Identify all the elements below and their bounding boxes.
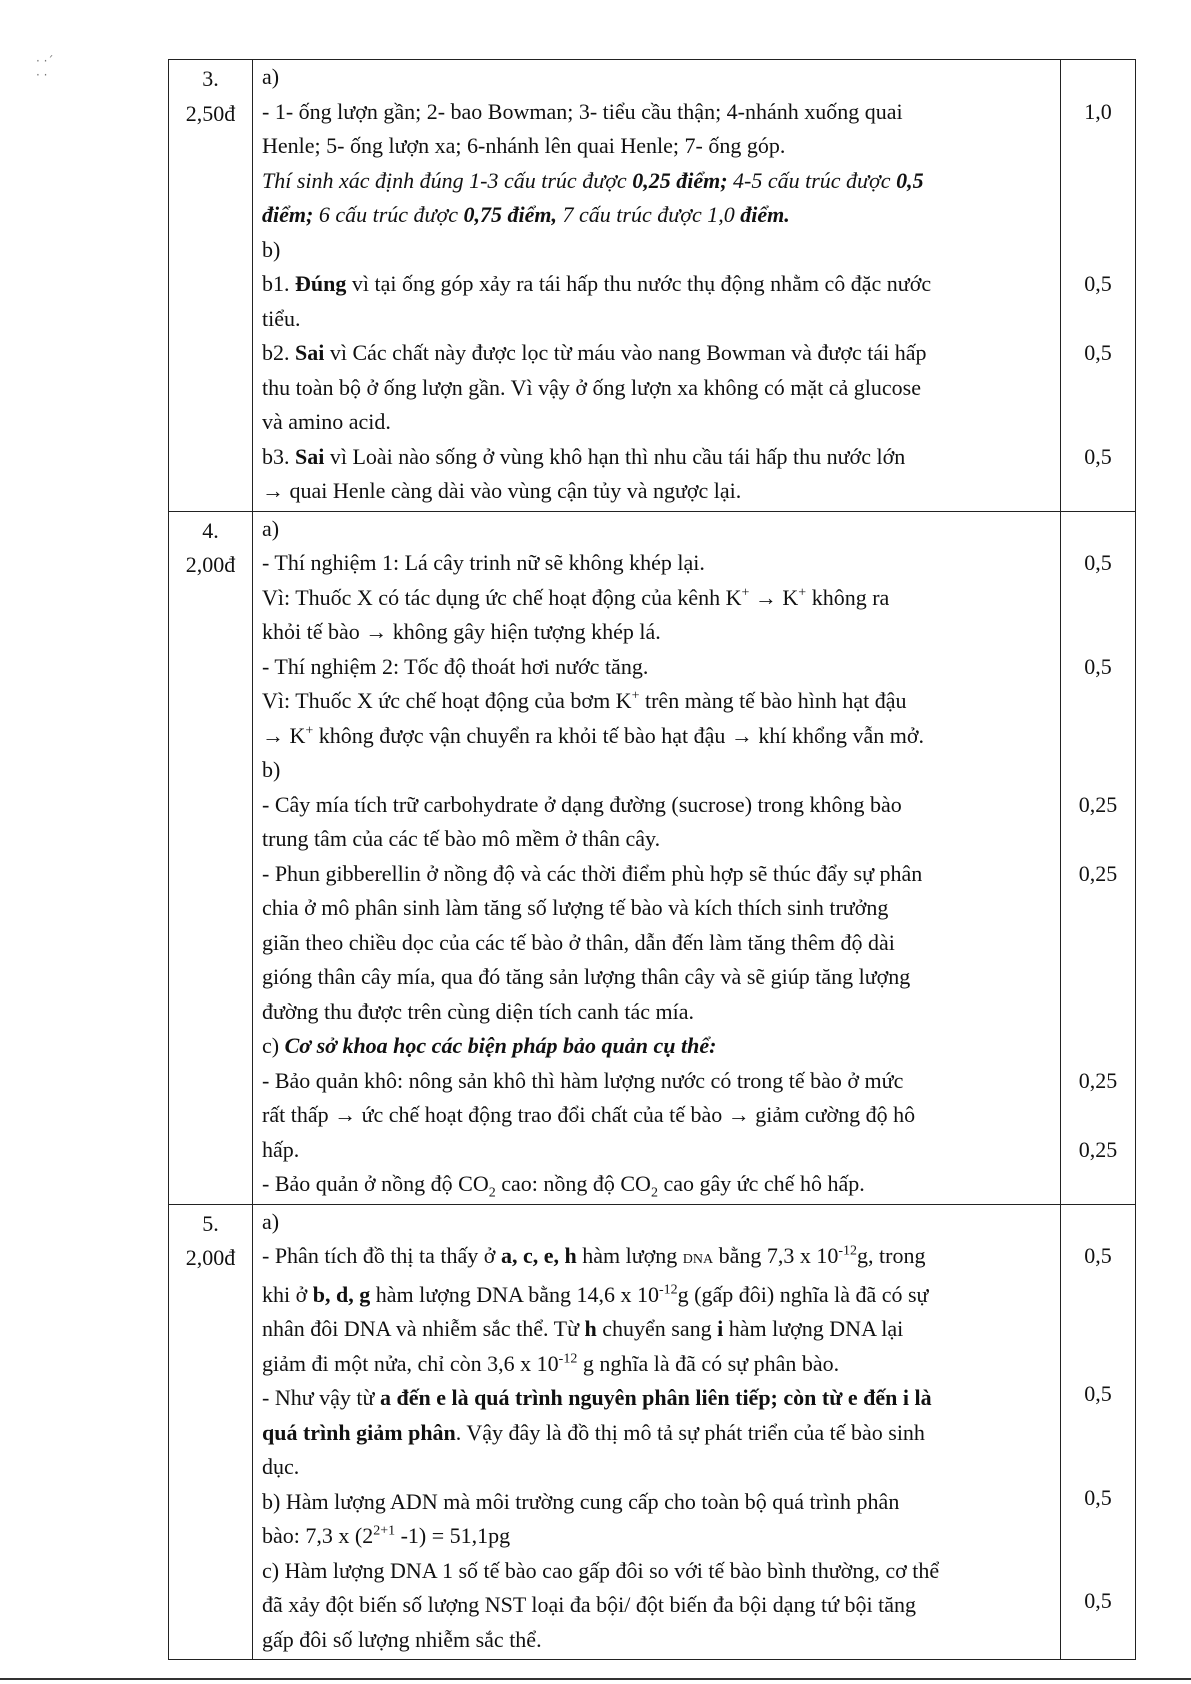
question-row bbox=[169, 60, 1136, 512]
score-value: 0,5 bbox=[1084, 1484, 1112, 1510]
answer-line: Henle; 5- ống lượn xa; 6-nhánh lên quai Henle; 7- ống góp. bbox=[262, 133, 786, 158]
score-value: 0,5 bbox=[1084, 443, 1112, 469]
score-value: 0,5 bbox=[1084, 1588, 1112, 1613]
answer-line: - Như vậy từ a đến e là quá trình nguyên phân liên tiếp; còn từ e đến i là bbox=[262, 1385, 932, 1410]
question-label-cell bbox=[169, 1204, 253, 1660]
score-value: 0,5 bbox=[1084, 271, 1112, 296]
answer-line: - Bảo quản khô: nông sản khô thì hàm lượng nước có trong tế bào ở mức bbox=[262, 1067, 904, 1093]
question-label-cell bbox=[169, 511, 253, 1204]
answer-line: - Thí nghiệm 1: Lá cây trinh nữ sẽ không khép lại. bbox=[262, 550, 705, 575]
question-row bbox=[169, 511, 1136, 1204]
answer-line: khỏi tế bào → không gây hiện tượng khép lá. bbox=[262, 619, 661, 644]
answer-content-cell bbox=[253, 511, 1061, 1204]
question-number: 4. bbox=[202, 517, 219, 543]
score-value: 1,0 bbox=[1084, 98, 1112, 124]
answer-line: - Bảo quản ở nồng độ $CO_2$ cao: nồng độ $CO_2$ cao gây ức chế hô hấp. bbox=[262, 1171, 865, 1201]
answer-line: → K+ không được vận chuyển ra khỏi tế bào hạt đậu → khí khổng vẫn mở. bbox=[262, 722, 925, 748]
answer-content-cell bbox=[253, 1204, 1061, 1660]
answer-line: đường thu được trên cùng diện tích canh tác mía. bbox=[262, 998, 694, 1024]
score-value: 0,5 bbox=[1084, 1381, 1112, 1406]
answer-line: giãn theo chiều dọc của các tế bào ở thân, dẫn đến làm tăng thêm độ dài bbox=[262, 929, 895, 955]
answer-line: → quai Henle càng dài vào vùng cận tủy và ngược lại. bbox=[262, 478, 742, 503]
scan-specks: · ·´ · · bbox=[36, 54, 54, 82]
answer-line: đã xảy đột biến số lượng NST loại đa bội/ đột biến đa bội dạng tứ bội tăng bbox=[262, 1592, 917, 1617]
answer-line: a) bbox=[262, 1208, 280, 1234]
answer-line: gấp đôi số lượng nhiễm sắc thể. bbox=[262, 1626, 542, 1652]
score-value: 0,5 bbox=[1084, 1243, 1112, 1268]
answer-line: - Phun gibberellin ở nồng độ và các thời điểm phù hợp sẽ thúc đẩy sự phân bbox=[262, 860, 923, 886]
answer-line: điểm; 6 cấu trúc được 0,75 điểm, 7 cấu trúc được 1,0 điểm. bbox=[262, 202, 790, 227]
answer-line: chia ở mô phân sinh làm tăng số lượng tế bào và kích thích sinh trưởng bbox=[262, 895, 889, 920]
answer-line: b) Hàm lượng ADN mà môi trường cung cấp cho toàn bộ quá trình phân bbox=[262, 1488, 900, 1514]
score-cell bbox=[1061, 511, 1136, 1204]
score-value: 0,25 bbox=[1078, 860, 1118, 886]
question-points: 2,00đ bbox=[185, 552, 236, 577]
answer-line: quá trình giảm phân. Vậy đây là đồ thị mô tả sự phát triển của tế bào sinh bbox=[262, 1419, 925, 1445]
answer-line: tiểu. bbox=[262, 305, 301, 331]
answer-line: a) bbox=[262, 64, 280, 89]
answer-line: b) bbox=[262, 236, 281, 262]
answer-line: c) Cơ sở khoa học các biện pháp bảo quản cụ thể: bbox=[262, 1033, 717, 1058]
question-number: 3. bbox=[202, 66, 219, 91]
score-value: 0,5 bbox=[1084, 653, 1112, 679]
score-value: 0,5 bbox=[1084, 340, 1112, 365]
answer-line: b1. Đúng vì tại ống góp xảy ra tái hấp thu nước thụ động nhằm cô đặc nước bbox=[262, 271, 932, 296]
score-value: 0,5 bbox=[1084, 550, 1112, 575]
question-label-cell bbox=[169, 60, 253, 512]
answer-line: Vì: Thuốc X có tác dụng ức chế hoạt động của kênh K+ → K+ không ra bbox=[262, 584, 890, 610]
score-cell bbox=[1061, 1204, 1136, 1660]
question-points: 2,50đ bbox=[185, 100, 236, 126]
question-row bbox=[169, 1204, 1136, 1660]
answer-line: hấp. bbox=[262, 1136, 300, 1162]
answer-line: Thí sinh xác định đúng 1-3 cấu trúc được 0,25 điểm; 4-5 cấu trúc được 0,5 bbox=[262, 167, 924, 193]
answer-line: giảm đi một nửa, chỉ còn 3,6 x $10^{-12}$ g nghĩa là đã có sự phân bào. bbox=[262, 1350, 840, 1376]
score-cell bbox=[1061, 60, 1136, 512]
answer-line: dục. bbox=[262, 1454, 300, 1479]
answer-line: - 1- ống lượn gần; 2- bao Bowman; 3- tiểu cầu thận; 4-nhánh xuống quai bbox=[262, 98, 903, 124]
score-value: 0,25 bbox=[1078, 1067, 1118, 1093]
answer-content-cell bbox=[253, 60, 1061, 512]
answer-line: - Thí nghiệm 2: Tốc độ thoát hơi nước tăng. bbox=[262, 653, 649, 679]
answer-line: - Phân tích đồ thị ta thấy ở a, c, e, h hàm lượng DNA bằng 7,3 x $10^{-12}g$, trong bbox=[262, 1243, 926, 1268]
answer-line: nhân đôi DNA và nhiễm sắc thể. Từ h chuyển sang i hàm lượng DNA lại bbox=[262, 1316, 904, 1341]
answer-line: a) bbox=[262, 515, 280, 541]
answer-line: khi ở b, d, g hàm lượng DNA bằng 14,6 x $10^{-12}g$ (gấp đôi) nghĩa là đã có sự bbox=[262, 1281, 929, 1307]
answer-line: - Cây mía tích trữ carbohydrate ở dạng đường (sucrose) trong không bào bbox=[262, 791, 902, 817]
score-value: 0,25 bbox=[1078, 1136, 1118, 1162]
score-value: 0,25 bbox=[1078, 791, 1118, 817]
answer-line: trung tâm của các tế bào mô mềm ở thân cây. bbox=[262, 826, 661, 851]
answer-line: b2. Sai vì Các chất này được lọc từ máu vào nang Bowman và được tái hấp bbox=[262, 340, 927, 365]
page-bottom-border bbox=[0, 1678, 1191, 1680]
answer-line: thu toàn bộ ở ống lượn gần. Vì vậy ở ống lượn xa không có mặt cả glucose bbox=[262, 374, 921, 400]
answer-line: b3. Sai vì Loài nào sống ở vùng khô hạn thì nhu cầu tái hấp thu nước lớn bbox=[262, 443, 906, 469]
answer-line: Vì: Thuốc X ức chế hoạt động của bơm K+ trên màng tế bào hình hạt đậu bbox=[262, 688, 907, 713]
answer-line: c) Hàm lượng DNA 1 số tế bào cao gấp đôi so với tế bào bình thường, cơ thể bbox=[262, 1557, 940, 1583]
answer-line: bào: 7,3 x ($2^{2+1}$ -1) = 51,1pg bbox=[262, 1523, 511, 1548]
answer-key-table bbox=[168, 59, 1136, 1660]
answer-line: và amino acid. bbox=[262, 409, 391, 434]
answer-line: gióng thân cây mía, qua đó tăng sản lượng thân cây và sẽ giúp tăng lượng bbox=[262, 964, 911, 989]
answer-line: rất thấp → ức chế hoạt động trao đổi chất của tế bào → giảm cường độ hô bbox=[262, 1102, 916, 1127]
answer-line: b) bbox=[262, 757, 281, 782]
question-number: 5. bbox=[202, 1210, 219, 1236]
question-points: 2,00đ bbox=[185, 1245, 236, 1270]
